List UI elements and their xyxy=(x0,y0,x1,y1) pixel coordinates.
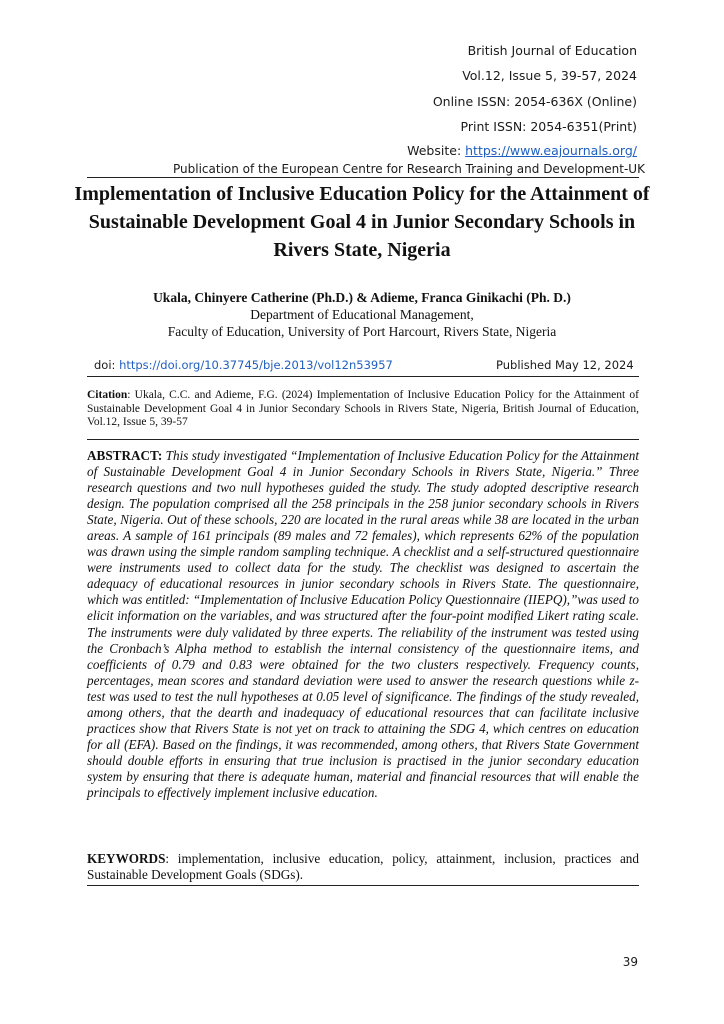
citation xyxy=(87,389,639,430)
author-department: Department of Educational Management, xyxy=(250,307,474,322)
publisher-line: Publication of the European Centre for Research Training and Development-UK xyxy=(173,162,645,176)
website-line xyxy=(407,143,637,159)
author-faculty: Faculty of Education, University of Port Harcourt, Rivers State, Nigeria xyxy=(167,324,557,339)
doi-rule xyxy=(87,376,639,377)
doi-label: doi: xyxy=(94,358,120,372)
abstract-label: ABSTRACT: xyxy=(87,448,163,463)
journal-name: British Journal of Education xyxy=(467,43,637,58)
doi-link[interactable]: https://doi.org/10.37745/bje.2013/vol12n53957 xyxy=(119,358,393,372)
keywords xyxy=(87,851,639,883)
online-issn: Online ISSN: 2054-636X (Online) xyxy=(432,94,637,109)
keywords-label: KEYWORDS xyxy=(87,851,166,866)
website-label: Website: xyxy=(407,143,466,158)
doi-line xyxy=(94,358,393,372)
citation-text: : Ukala, C.C. and Adieme, F.G. (2024) Implementation of Inclusive Education Policy for the Attainment of Sustainable Development Goal 4 in Junior Secondary Schools in Rivers State, Nigeria, British Journal of Education, Vol.12, Issue 5, 39-57 xyxy=(87,389,639,428)
author-names: Ukala, Chinyere Catherine (Ph.D.) & Adieme, Franca Ginikachi (Ph. D.) xyxy=(153,290,571,305)
author-block xyxy=(60,289,664,340)
keywords-text: : implementation, inclusive education, policy, attainment, inclusion, practices and Sustainable Development Goals (SDGs). xyxy=(87,851,639,882)
abstract-text: This study investigated “Implementation of Inclusive Education Policy for the Attainment of Sustainable Development Goal 4 in Junior Secondary Schools in Rivers State, Nigeria.” Three research questions and two null hypotheses guided the study. The study adopted descriptive research design. The population comprised all the 258 principals in the 258 junior secondary schools in Rivers State, Nigeria. Out of these schools, 220 are located in the rural areas while 38 are located in the urban areas. A sample of 161 principals (89 males and 72 females), which represents 62% of the population was drawn using the simple random sampling technique. A checklist and a self-structured questionnaire were instruments used to collect data for the study. The checklist was designed to ascertain the adequacy of educational resources in junior secondary schools in Rivers State. The questionnaire, which was entitled: “Implementation of Inclusive Education Policy Questionnaire (IIEPQ),”was used to elicit information on the variables, and was structured after the four-point modified Likert rating scale. The instruments were duly validated by three experts. The reliability of the instrument was tested using the Cronbach’s Alpha method to establish the internal consistency of the questionnaire items, and coefficients of 0.79 and 0.83 were obtained for the two clusters respectively. Frequency counts, percentages, mean scores and standard deviation were used to answer the research questions while z-test was used to test the null hypotheses at 0.05 level of significance. The findings of the study revealed, among others, that the dearth and inadequacy of educational resources that can facilitate inclusive practices show that Rivers State is not yet on track to attaining the SDG 4, which centres on education for all (EFA). Based on the findings, it was recommended, among others, that Rivers State Government should double efforts in ensuring that true inclusion is practised in the junior secondary education system by ensuring that there is adequate human, material and financial resources that will enable the principals to effectively implement inclusive education. xyxy=(87,448,639,800)
page-number: 39 xyxy=(622,955,638,969)
website-link[interactable]: https://www.eajournals.org/ xyxy=(465,143,637,158)
citation-rule xyxy=(87,439,639,440)
paper-title: Implementation of Inclusive Education Policy for the Attainment of Sustainable Development Goal 4 in Junior Secondary Schools in Rivers State, Nigeria xyxy=(74,183,650,261)
print-issn: Print ISSN: 2054-6351(Print) xyxy=(460,119,637,134)
volume-info: Vol.12, Issue 5, 39-57, 2024 xyxy=(462,68,637,83)
citation-label: Citation xyxy=(87,389,128,401)
published-date: Published May 12, 2024 xyxy=(496,358,634,372)
keywords-rule xyxy=(87,885,639,886)
abstract xyxy=(87,448,639,801)
header-rule xyxy=(87,177,639,178)
